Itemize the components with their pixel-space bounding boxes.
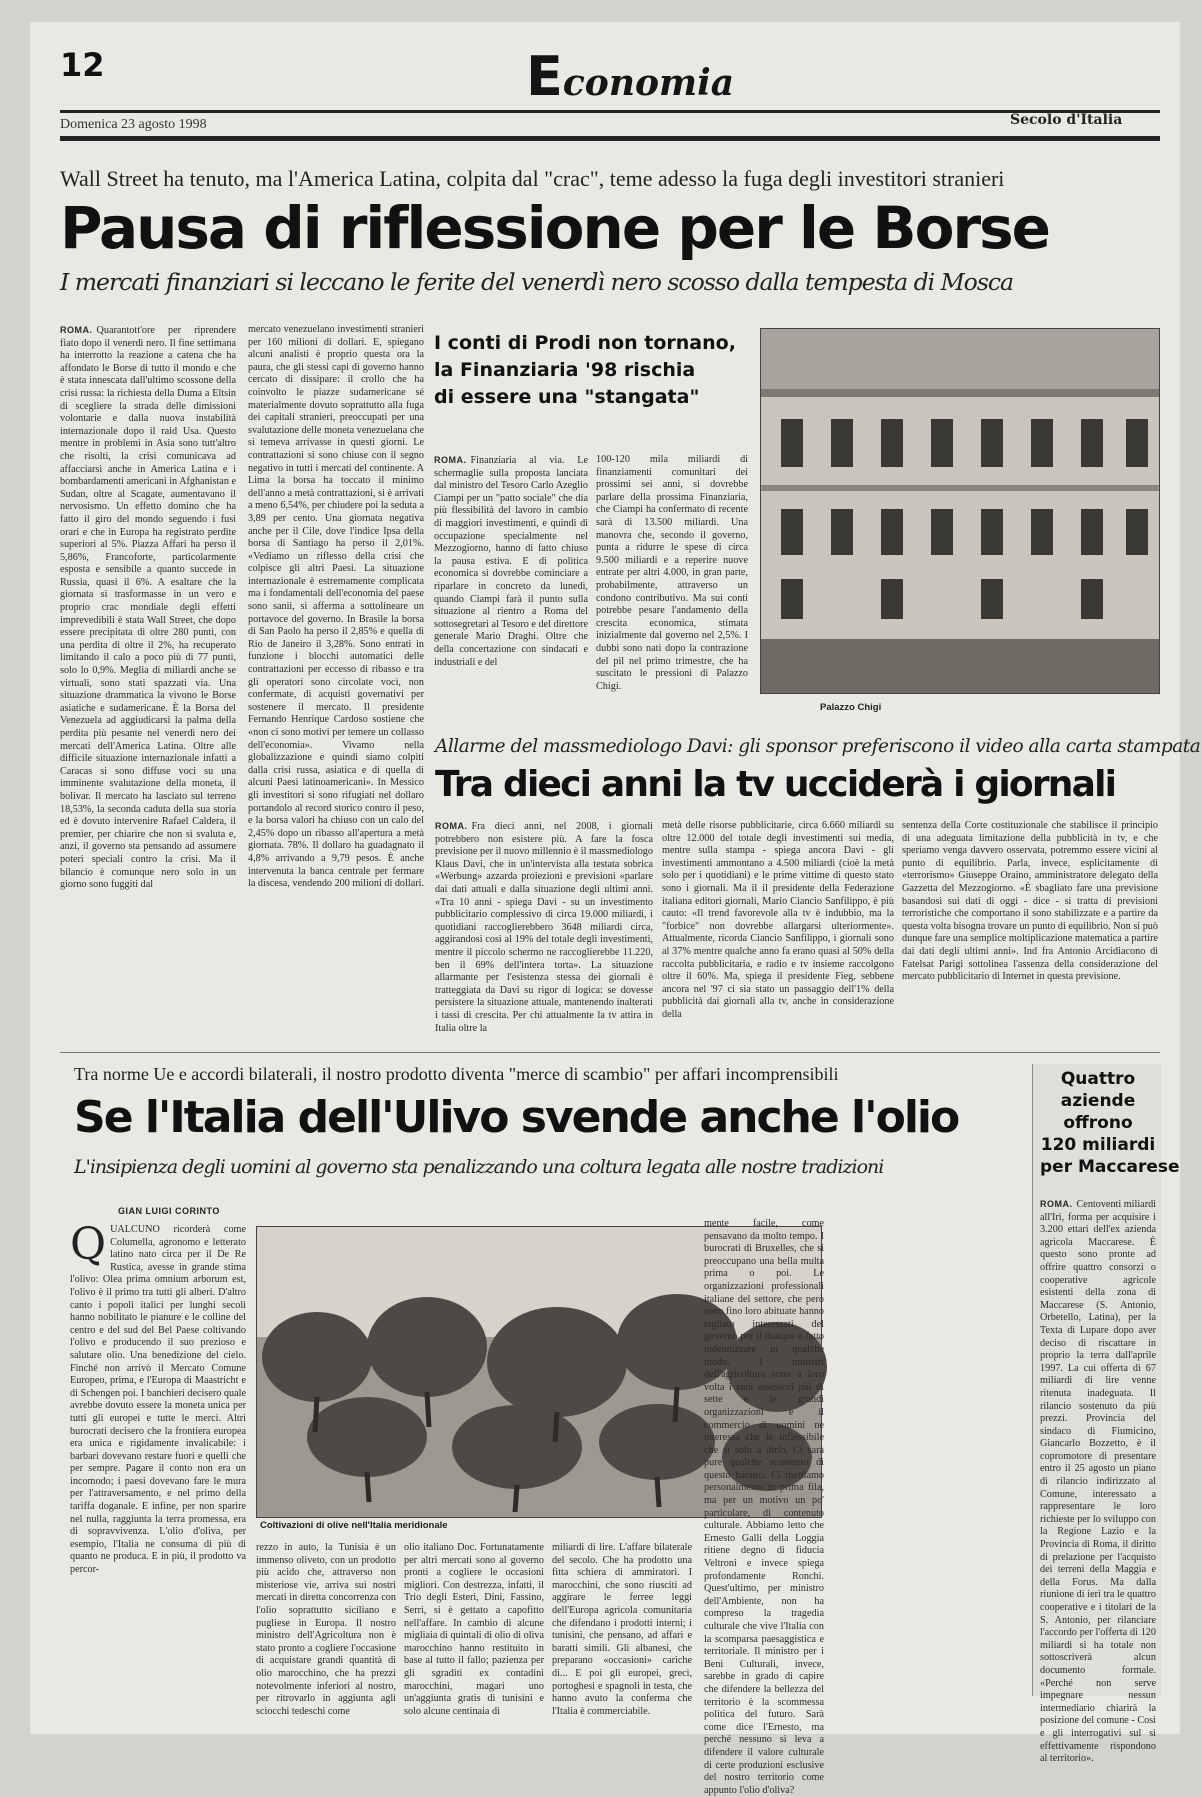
tv-story-text-3: sentenza della Corte costituzionale che stabilisce il principio di una adeguata limitazione della pubblicità in tv, e che speriamo venga davvero osservata, potremmo essere vicini al punto di equilibrio. Parla, invece, esplicitamente di «terrorismo» Giuseppe Oraino, amministratore delegato della Gazzetta del Mezzogiorno. «È sbagliato fare una previsione basandosi sui dati di oggi - dice - si tratta di previsioni terroristiche che comportano il sono stabilizzate e a partire da questa volta bisogna trovare un punto di equilibrio. Non si può dunque fare una semplice moltiplicazione matematica a partire dai dati degli ultimi anni». Ind fra Antonio Arcidiacono di Fatelsat Parigi sottolinea l'assenza della considerazione del mercato pubblicitario di Internet in questa previsione. bbox=[902, 820, 1158, 983]
prodi-headline-line-1: I conti di Prodi non tornano, bbox=[434, 332, 736, 354]
tv-story-headline: Tra dieci anni la tv ucciderà i giornali bbox=[435, 764, 1116, 805]
palazzo-chigi-image bbox=[761, 329, 1159, 693]
olive-dropcap: Q bbox=[70, 1219, 107, 1270]
main-story-deck: I mercati finanziari si leccano le ferite del venerdì nero scosso dalla tempesta di Mosca bbox=[60, 268, 1014, 296]
prodi-headline-line-3: di essere una "stangata" bbox=[434, 386, 700, 408]
olive-story-text-a: rezzo in auto, la Tunisia è un immenso oliveto, con un prodotto più acido che, attraverso non misteriose vie, arriva sui nostri mercati in diretta concorrenza con l'olio soprattutto siciliano e pugliese in Europa. Il nostro ministro dell'Agricoltura non è stato pronto a cogliere l'occasione di acquistare grandi quantità di olio marocchino, che ha prezzi notevolmente inferiori al nostro, per ritrovarlo in aggiunta agli sciocchi tedeschi come bbox=[256, 1542, 396, 1717]
prodi-dateline: ROMA. bbox=[434, 455, 467, 465]
maccarese-column bbox=[1040, 1198, 1157, 1765]
prodi-headline-line-2: la Finanziaria '98 rischia bbox=[434, 359, 696, 381]
prodi-text-1: Finanziaria al via. Le schermaglie sulla proposta lanciata dal ministro del Tesoro Carlo Azeglio Ciampi per un "patto sociale" che dia più flessibilità del lavoro in cambio di maggiori investimenti, e quindi di occupazione specialmente nel Mezzogiorno, hanno di fatto chiuso la pausa estiva. E di politica economica si dovrebbe cominciare a riparlare in concreto da lunedì, quando Ciampi farà il punto sulla situazione al rientro a Roma del sottosegretari al Tesoro e del direttore generale Mario Draghi. Oltre che della concertazione con sindacati e industriali e del bbox=[434, 455, 588, 668]
main-story-column-1 bbox=[60, 324, 236, 1042]
section-title bbox=[526, 45, 735, 108]
tv-story-kicker: Allarme del massmediologo Davi: gli sponsor preferiscono il video alla carta stampata bbox=[435, 736, 1201, 757]
maccarese-text: Centoventi miliardi all'Iri, forma per acquisire i 3.200 ettari dell'ex azienda agricola Maccarese. È questo sono pronte ad offrire quattro consorzi o cooperative agricole esistenti della zona di Maccarese (S. Antonio, Orbetello, Latina), per la Texta di Lupare dopo aver deciso di riscattare in proprio la terra dall'aprile 1997. La cui offerta di 67 miliardi di lire venne ritenuta inadeguata. Il rilancio sostenuto da più prezzi. Provincia del sindaco di Fiumicino, Giancarlo Bozzetto, è il copromotore di presentare entro il 25 agosto un piano di rilancio indirizzato al Comune, interessato a rappresentare le loro richieste per lo sviluppo con la Regione Lazio e la Provincia di Roma, il diritto di prelazione per l'acquisto dei terreni della Maggia e della Forus. Ma dalla riunione di ieri tra le quattro cooperative e i titolari de la S. Antonio, per rilanciare l'accordo per l'offerta di 120 miliardi si ha totale non sottoscriverà alcun documento formale. «Perché non serve impegnare nessun intermediario chiarirà la posizione del comune - Così e gli interrogativi sul sì effettivamente rispondono al territorio». bbox=[1040, 1199, 1157, 1765]
tv-story-text-1: Fra dieci anni, nel 2008, i giornali potrebbero non esistere più. A fare la fosca previsione per il nuovo millennio è il massmediologo Klaus Davi, che in un'intervista alla testata sobrica «Werbung» azzarda proiezioni e previsioni «parlare dai dati attuali e dalla situazione degli ultimi anni. «Tra 10 anni - spiega Davi - su un investimento pubblicitario complessivo di circa 19.000 miliardi, i quotidiani raccoglierebbero 3648 miliardi circa, aggirandosi così al 19% del totale degli investimenti, mentre il piccolo schermo ne raccoglierebbe 11.220, ben il 69% dell'intera torta». La situazione allarmante per l'esistenza stessa dei giornali è tratteggiata da Davi su rigor di logica: se dovesse persistere la situazione attuale, mantenendo inalterati i tassi di crescita. Per chi attualmente la tv attira in Italia oltre la bbox=[435, 821, 653, 1034]
palazzo-chigi-photo bbox=[760, 328, 1160, 694]
maccarese-headline-line-5: per Maccarese bbox=[1040, 1157, 1180, 1177]
palazzo-chigi-caption: Palazzo Chigi bbox=[820, 702, 882, 713]
newspaper-page bbox=[30, 22, 1201, 1796]
main-story-kicker: Wall Street ha tenuto, ma l'America Latina, colpita dal "crac", teme adesso la fuga degli investitori stranieri bbox=[60, 166, 1005, 191]
page-number: 12 bbox=[60, 46, 105, 84]
section-name: conomia bbox=[562, 62, 735, 104]
olive-story-column-d bbox=[704, 1218, 824, 1796]
tv-story-dateline: ROMA. bbox=[435, 821, 468, 831]
prodi-column-1 bbox=[434, 454, 588, 728]
issue-date: Domenica 23 agosto 1998 bbox=[60, 117, 207, 132]
olive-story-text-1: UALCUNO ricorderà come Columella, agronomo e letterato latino nato circa per il De Re Rustica, avesse in grande stima l'olivo: Olea prima omnium arborum est, l'olivo è il primo tra tutti gli alberi. D'altro canto i popoli italici per lunghi secoli hanno nobilitato le pianure e le colline del centro e del sud del Bel Paese coltivando l'olivo e producendo il suo prezioso e salutare olio. Una benedizione del cielo. Finché non arrivò il Mercato Comune Europeo, prima, e l'Europa di Maastricht e di Schengen poi. I banchieri decisero quale avrebbe dovuto essere la moneta unica per tutti gli europei e tutte le merci. Altri burocrati decisero che la frontiera europea era unica e rigidamente invalicabile: i barbari dovevano restare fuori e quelli che per sempre. Pagare il conto non era un incomodo; i paesi dovevano fare le mura per l'attraversamento, e nel primo della tariffa doganale. E infine, per non sparire nel nulla, raggiunta la terra promessa, era di sopravvivenza. L'olio d'oliva, per esempio, l'Italia ne consuma di più di quanto ne produca. E in più, il prodotto va percor- bbox=[70, 1224, 246, 1576]
maccarese-headline-line-2: aziende bbox=[1060, 1091, 1136, 1111]
olive-story-kicker: Tra norme Ue e accordi bilaterali, il nostro prodotto diventa "merce di scambio" per affari incomprensibili bbox=[74, 1064, 839, 1084]
prodi-column-2 bbox=[596, 454, 748, 728]
olive-story-column-a bbox=[256, 1542, 396, 1717]
main-story-text-2: mercato venezuelano investimenti stranieri per 160 milioni di dollari. E, spiegano alcuni analisti è proprio questa ora la paura, che gli stessi capi di governo hanno cercato di dissipare: il crollo che ha coinvolto le piazze sudamericane sé materialmente dovuto soprattutto alla fuga dei capitali stranieri, preoccupati per una svalutazione delle moneta venezuelana che si temeva arrivasse in questi giorni. Le contrattazioni si sono chiuse con il segno negativo in tutti i mercati del continente. A Lima la borsa ha toccato il minimo dell'anno a metà contrattazioni, si è arrivati a meno 6,54%, per chiudere poi la seduta a 3,89 per cento. Una giornata negativa anche per il Cile, dove l'indice Ipsa della borsa di Santiago ha perso il 2,01%. «Vediamo un riflesso della crisi che colpisce gli altri Paesi. La situazione internazionale è estremamente complicata ma i fondamentali dell'economia del paese sono sanii, si afferma a sottolineare un portavoce del governo. In Brasile la borsa di San Paolo ha perso il 2,85% e quella di Rio de Janeiro il 3,28%. Sono entrati in funzione i blocchi automatici delle contrattazioni per eccesso di ribasso e tra gli operatori sono circolate voci, non confermate, di acquisti governativi per sostenere il mercato. Il presidente Fernando Henrique Cardoso sostiene che «non ci sono motivi per temere un collasso dell'economia». Vivamo nella globalizzazione e quindi siamo colpiti dalla crisi russa, asiatica e di quella di alcuni Paesi latinoamericani». In Messico gli investitori si sono rifugiati nel dollaro portandolo al record storico contro il peso, e la borsa valori ha chiuso con un calo del 2,45% dopo un ribasso all'apertura a metà giornata. 78%. Il dollaro ha guadagnato il 4,8% arrivando a 9,79 pesos. È anche intervenuta la banca centrale per fermare la discesa, vendendo 200 milioni di dollari. bbox=[248, 324, 424, 890]
tv-story-column-2 bbox=[662, 820, 894, 1042]
olive-story-deck: L'insipienza degli uomini al governo sta penalizzando una coltura legata alle nostre tradizioni bbox=[74, 1156, 884, 1178]
olive-story-column-c bbox=[552, 1542, 692, 1717]
olive-story-text-d: mente facile, come pensavano da molto tempo. I burocrati di Bruxelles, che si preoccupano una bella multa prima o poi. Le organizzazioni professionali italiane del settore, che però sono fino loro abituate hanno tagliato interessati del governo per il dunque e fatto indennizzare in qualche modo. I ministri dell'agricoltura sono a loro volta i suoi assessori più di sette e le grandi organizzazioni e il commercio di uomini ne interessa che le inflessibile che si solo a dirlo. Ci sarà pure qualche scontento di questo baratto. Ci mettiamo personalmente in prima fila, ma per un motivo un po' particolare, di contenuto culturale. Abbiamo letto che Ernesto Galli della Loggia ritiene degno di fiducia Veltroni e invece spiega profondamente Ronchi. Quest'ultimo, per ministro dell'Ambiente, non ha compreso la tragedia culturale che vive l'Italia con la scomparsa paesaggistica e territoriale. Il ministro per i Beni Culturali, invece, sarebbe in grado di capire che difendere la bellezza del territorio è la scommessa politica del futuro. Sarà come dice l'Ernesto, ma perché nessuno si leva a difendere il valore culturale di certe produzioni esclusive del nostro territorio come appunto l'olio d'oliva? bbox=[704, 1218, 824, 1796]
maccarese-headline bbox=[1040, 1068, 1180, 1178]
olive-story-column-1 bbox=[70, 1219, 246, 1694]
main-story-headline: Pausa di riflessione per le Borse bbox=[60, 194, 1049, 262]
tv-story-column-1 bbox=[435, 820, 653, 1042]
maccarese-headline-line-3: offrono bbox=[1063, 1113, 1133, 1133]
newspaper-name: Secolo d'Italia bbox=[1010, 112, 1123, 128]
olive-grove-caption: Coltivazioni di olive nell'Italia meridionale bbox=[260, 1520, 448, 1531]
main-story-dateline: ROMA. bbox=[60, 325, 93, 335]
masthead-rule bbox=[60, 110, 1160, 113]
maccarese-dateline: ROMA. bbox=[1040, 1199, 1073, 1209]
maccarese-headline-line-1: Quattro bbox=[1060, 1069, 1136, 1089]
main-story-text-1: Quarantott'ore per riprendere fiato dopo il venerdì nero. Il fine settimana ha interrotto la reazione a catena che ha affondato le Borse di tutto il mondo e che è stata innescata dall'ultimo scossone della crisi russa: la richiesta della Duma a Eltsin di scegliere la strada delle dimissioni volontarie e dalla nuova instabilità internazionale dopo il raid Usa. Questo mentre in problemi in Asia sono tutt'altro che risolti, la crisi comunicava ad affacciarsi anche in America Latina e i bombardamenti americani in Afghanistan e Sudan, oltre al Scagate, aumentavano il nervosismo. Un effetto domino che ha fatto il giro del mondo seguendo i fusi orari e che in Europa ha registrato perdite superiori al 5%. Piazza Affari ha perso il 5,86%, Francoforte, particolarmente esposta e sensibile a quanto succede in Russia, quasi il 6%. A esaltare che la giornata si trasformasse in un vero e proprio crac mondiale degli effetti imprevedibili è stata Wall Street, che dopo essere precipitata di oltre 280 punti, con una perdita di oltre il 2%, ha recuperato limitando il calo a poco più di 77 punti, solo lo 0,9%. Meglia di miliardi anche se virtuali, sono stati spazzati via. Una situazione drammatica la vivono le Borse asiatiche e sudamericane. È la Borsa del Venezuela ad aggiudicarsi la palma della perdita più pesante nel venerdì nero dei mercati dell'America Latina. Oltre alle difficile situazione internazionale infatti a Caracas si sono diffuse voci su una imminente svalutazione della moneta, il bolivar. Il mercato ha lasciato sul terreno 18,53%, la seconda caduta della sua storia ed è dovuto intervenire Rafael Caldera, il premier, per chiarire che non si svaluta e, anzi, il governo sta pensando ad assumere poteri speciali contro la crisi. Ma il bilancio è comunque nero solo in un giorno sono fuggiti dal bbox=[60, 325, 236, 891]
prodi-headline bbox=[434, 330, 736, 411]
olive-story-byline: GIAN LUIGI CORINTO bbox=[118, 1206, 220, 1216]
tv-story-column-3 bbox=[902, 820, 1158, 1042]
prodi-text-2: 100-120 mila miliardi di finanziamenti comunitari dei prossimi sei anni, si dovrebbe parlare della prossima Finanziaria, che Ciampi ha confermato di recente sarà di 13.500 miliardi. Una manovra che, secondo il governo, punta a ridurre le spese di circa 9.500 miliardi e a reperire nuove entrate per altri 4.000, in gran parte, probabilmente, attraverso un condono contributivo. Ma sui conti potrebbe pesare l'andamento della crescita economica, stimata inizialmente dal governo nel 2,5%. I dubbi sono nati dopo la contrazione del pil nel primo trimestre, che ha suscitato le pressioni di Palazzo Chigi. bbox=[596, 454, 748, 692]
section-divider bbox=[60, 1052, 1160, 1053]
olive-story-text-c: miliardi di lire. L'affare bilaterale del secolo. Che ha prodotto una fitta schiera di ammiratori. I marocchini, che sono riusciti ad aggirare le ferree leggi dell'Europa agricola comunitaria che difendano i prodotti interni; i tunisini, che pensano, ad affari e baratti simili. Gli albanesi, che preparano «occasioni» cariche di... E poi gli europei, greci, portoghesi e spagnoli in testa, che hanno avuto la conferma che l'Italia è commerciabile. bbox=[552, 1542, 692, 1717]
maccarese-headline-line-4: 120 miliardi bbox=[1040, 1135, 1156, 1155]
tv-story-text-2: metà delle risorse pubblicitarie, circa 6.660 miliardi su oltre 12.000 del totale degli investimenti sui media, mentre sulla stampa - spiega ancora Davi - gli investimenti ammontano a 4.500 miliardi (cioè la metà solo per i quotidiani) e le prime vittime di questo stato sono i giornali. Ma il il presidente della Federazione italiana editori giornali, Mario Ciancio Sanfilippo, è più cauto: «Il trend favorevole alla tv è indubbio, ma la "forbice" non dovrebbe allargarsi ulteriormente». Attualmente, ricorda Ciancio Sanfilippo, i giornali sono al 37% mentre qualche anno fa erano quasi al 50% della raccolta pubblicitaria, e radio e tv insieme raccolgono oltre il 60%. Ma, spiega il presidente Fieg, sebbene ancora nel '97 ci sia stato un passaggio dell'1% della pubblicità dai giornali alla tv, anche in considerazione della bbox=[662, 820, 894, 1020]
main-story-column-2 bbox=[248, 324, 424, 1042]
section-initial: E bbox=[526, 45, 563, 108]
masthead-rule-lower bbox=[60, 136, 1160, 141]
olive-story-column-b bbox=[404, 1542, 544, 1717]
olive-story-text-b: olio italiano Doc. Fortunatamente per altri mercati sono al governo pronti a cogliere le occasioni migliori. Con destrezza, infatti, il Trio degli Esteri, Dini, Fassino, Serri, si è gettato a capofitto nell'affare. In cambio di alcune migliaia di quintali di olio di oliva marocchino hanno restituito in base al tutto il fallo; pazienza per gli sgraditi ex contadini marocchini, magari uno un'aggiunta gratis di tunisini e solo alcune centinaia di bbox=[404, 1542, 544, 1717]
olive-story-headline: Se l'Italia dell'Ulivo svende anche l'olio bbox=[74, 1092, 959, 1143]
